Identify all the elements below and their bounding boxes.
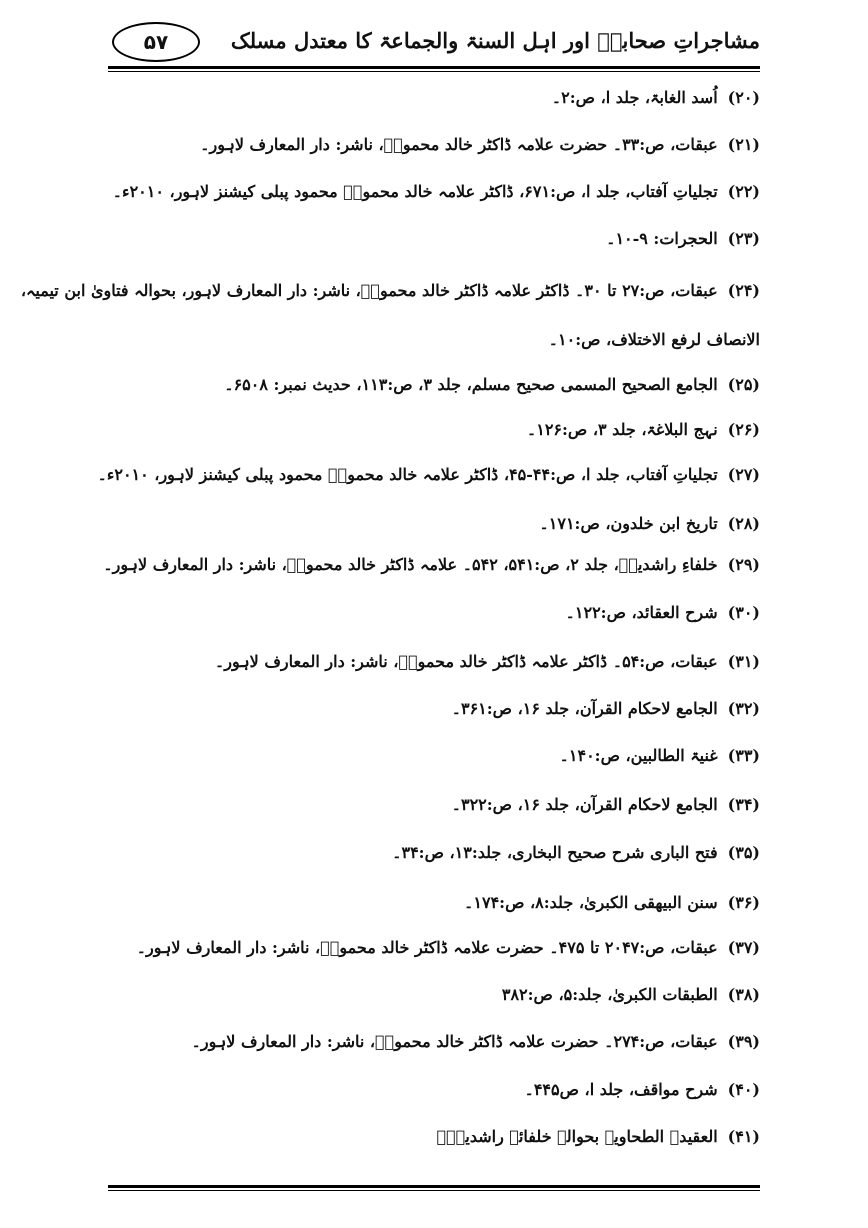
reference-text: الانصاف لرفع الاختلاف، ص:۱۰۔ xyxy=(548,330,760,349)
footer-divider xyxy=(108,1185,760,1191)
reference-line xyxy=(452,697,760,721)
reference-number: (۲۱) xyxy=(727,135,760,154)
reference-text: تاریخ ابن خلدون، ص:۱۷۱۔ xyxy=(539,514,718,533)
reference-number: (۴۱) xyxy=(727,1127,760,1146)
reference-text: اُسد الغابۃ، جلد ا، ص:۲۔ xyxy=(551,88,718,107)
reference-text: العقیدۃ الطحاویۃ بحوالہ خلفائے راشدینؓ۔ xyxy=(436,1127,718,1146)
reference-number: (۴۰) xyxy=(727,1080,760,1099)
reference-number: (۲۳) xyxy=(727,229,760,248)
reference-line xyxy=(524,1078,760,1102)
reference-text: خلفاءِ راشدینؓ، جلد ۲، ص:۵۴۱، ۵۴۲۔ علامہ ڈاکٹر خالد محمودؒ، ناشر: دار المعارف لاہور۔ xyxy=(103,555,718,574)
reference-number: (۲۹) xyxy=(727,555,760,574)
reference-line xyxy=(560,744,760,768)
reference-line xyxy=(224,373,760,397)
reference-text: عبقات، ص:۲۰۴۷ تا ۴۷۵۔ حضرت علامہ ڈاکٹر خالد محمودؒ، ناشر: دار المعارف لاہور۔ xyxy=(136,938,718,957)
reference-number: (۳۳) xyxy=(727,746,760,765)
reference-number: (۳۷) xyxy=(727,938,760,957)
reference-number: (۳۴) xyxy=(727,795,760,814)
reference-line xyxy=(539,512,760,536)
reference-text: غنیۃ الطالبین، ص:۱۴۰۔ xyxy=(559,746,718,765)
reference-line xyxy=(113,180,760,204)
page-number-text: ۵۷ xyxy=(143,30,169,54)
reference-line xyxy=(21,279,760,303)
reference-line xyxy=(452,793,760,817)
reference-text: سنن البیھقی الکبریٰ، جلد:۸، ص:۱۷۴۔ xyxy=(464,893,718,912)
reference-text: عبقات، ص:۲۷ تا ۳۰۔ ڈاکٹر علامہ ڈاکٹر خالد محمودؒ، ناشر: دار المعارف لاہور، بحوالہ فتاویٰ ابن تیمیہ، xyxy=(20,281,718,300)
reference-line xyxy=(192,1030,761,1054)
reference-text: تجلیاتِ آفتاب، جلد ا، ص:۴۴-۴۵، ڈاکٹر علامہ خالد محمودؒ محمود پبلی کیشنز لاہور، ۲۰۱۰ء۔ xyxy=(97,465,718,484)
reference-text: عبقات، ص:۵۴۔ ڈاکٹر علامہ ڈاکٹر خالد محمودؒ، ناشر: دار المعارف لاہور۔ xyxy=(214,652,718,671)
reference-number: (۲۴) xyxy=(727,281,760,300)
reference-number: (۳۰) xyxy=(727,603,760,622)
reference-text: الجامع لاحکام القرآن، جلد ۱۶، ص:۳۲۲۔ xyxy=(451,795,718,814)
reference-text: الجامع لاحکام القرآن، جلد ۱۶، ص:۳۶۱۔ xyxy=(451,699,718,718)
reference-text: شرح العقائد، ص:۱۲۲۔ xyxy=(565,603,718,622)
reference-text: عبقات، ص:۳۳۔ حضرت علامہ ڈاکٹر خالد محمودؒ، ناشر: دار المعارف لاہور۔ xyxy=(200,135,718,154)
reference-number: (۳۲) xyxy=(727,699,760,718)
reference-line xyxy=(566,601,760,625)
reference-line xyxy=(552,86,760,110)
reference-line xyxy=(97,463,760,487)
page-header-title: مشاجراتِ صحابہؓ اور اہل السنۃ والجماعۃ کا معتدل مسلک xyxy=(230,28,760,53)
reference-text: الطبقات الکبریٰ، جلد:۵، ص:۳۸۲ xyxy=(501,985,718,1004)
reference-line xyxy=(200,133,760,157)
reference-number: (۳۵) xyxy=(727,843,760,862)
reference-line xyxy=(606,227,760,251)
reference-text: عبقات، ص:۲۷۴۔ حضرت علامہ ڈاکٹر خالد محمودؒ، ناشر: دار المعارف لاہور۔ xyxy=(191,1032,718,1051)
reference-text: تجلیاتِ آفتاب، جلد ا، ص:۶۷۱، ڈاکٹر علامہ خالد محمودؒ محمود پبلی کیشنز لاہور، ۲۰۱۰ء۔ xyxy=(112,182,718,201)
reference-text: فتح الباری شرح صحیح البخاری، جلد:۱۳، ص:۳۴۔ xyxy=(392,843,718,862)
reference-line xyxy=(215,650,760,674)
reference-text: نہج البلاغۃ، جلد ۳، ص:۱۲۶۔ xyxy=(526,420,718,439)
reference-text: الجامع الصحیح المسمی صحیح مسلم، جلد ۳، ص:۱۱۳، حدیث نمبر: ۶۵۰۸۔ xyxy=(224,375,718,394)
reference-number: (۳۱) xyxy=(727,652,760,671)
reference-text: شرح مواقف، جلد ا، ص۴۴۵۔ xyxy=(524,1080,718,1099)
header-divider xyxy=(108,66,760,72)
reference-line xyxy=(103,553,760,577)
reference-line xyxy=(549,328,760,352)
reference-line xyxy=(527,418,760,442)
reference-line xyxy=(392,841,760,865)
page-number xyxy=(112,22,200,62)
reference-number: (۲۶) xyxy=(727,420,760,439)
reference-number: (۲۸) xyxy=(727,514,760,533)
reference-line xyxy=(437,1125,760,1149)
reference-line xyxy=(502,983,760,1007)
reference-number: (۲۵) xyxy=(727,375,760,394)
reference-number: (۲۷) xyxy=(727,465,760,484)
reference-number: (۳۸) xyxy=(727,985,760,1004)
reference-number: (۳۶) xyxy=(727,893,760,912)
reference-line xyxy=(464,891,760,915)
reference-number: (۲۲) xyxy=(727,182,760,201)
reference-number: (۳۹) xyxy=(727,1032,760,1051)
reference-text: الحجرات: ۹-۱۰۔ xyxy=(606,229,718,248)
reference-line xyxy=(137,936,760,960)
reference-number: (۲۰) xyxy=(727,88,760,107)
